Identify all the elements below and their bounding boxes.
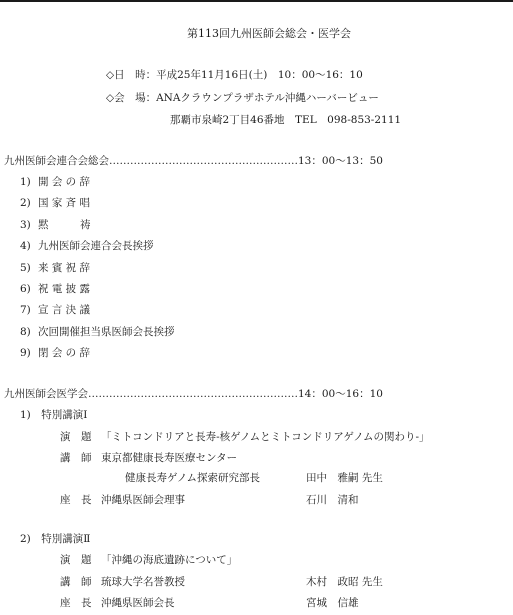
list-item: 5) 来 賓 祝 辞 bbox=[20, 262, 91, 274]
lecture2-speaker-name: 木村 政昭 先生 bbox=[306, 576, 383, 588]
venue-address: 那覇市泉崎2丁目46番地 TEL 098-853-2111 bbox=[170, 114, 402, 126]
list-item: 1) 開 会 の 辞 bbox=[20, 176, 91, 188]
lecture2-chair-org: 沖縄県医師会長 bbox=[101, 597, 175, 609]
lecture2-chair-label: 座 長 bbox=[60, 597, 92, 609]
lecture1-speaker-org2: 健康長寿ゲノム探索研究部長 bbox=[125, 472, 261, 484]
lecture2-chair-name: 宮城 信雄 bbox=[306, 597, 359, 609]
lecture1-speaker-org1: 東京都健康長寿医療センター bbox=[101, 452, 238, 464]
top-rule bbox=[0, 0, 513, 2]
medical-meeting-heading: 九州医師会医学会……………………………………………………14：00〜16：10 bbox=[4, 388, 383, 400]
venue-value: ANAクラウンプラザホテル沖縄ハーバービュー bbox=[156, 92, 379, 104]
venue-row bbox=[106, 91, 379, 105]
lecture1-topic: 「ミトコンドリアと長寿-核ゲノムとミトコンドリアゲノムの関わり-」 bbox=[101, 431, 430, 443]
date-label: ◇日 時： bbox=[106, 69, 157, 81]
list-item: 8) 次回開催担当県医師会長挨拶 bbox=[20, 326, 175, 338]
lecture2-topic-label: 演 題 bbox=[60, 554, 92, 566]
lecture1-chair-name: 石川 清和 bbox=[306, 494, 359, 506]
list-item: 9) 閉 会 の 辞 bbox=[20, 347, 91, 359]
lecture2-speaker-label: 講 師 bbox=[60, 576, 92, 588]
lecture1-label: 1) 特別講演Ⅰ bbox=[20, 409, 88, 421]
date-value: 平成25年11月16日(土) 10：00〜16：10 bbox=[156, 69, 363, 81]
list-item: 6) 祝 電 披 露 bbox=[20, 283, 91, 295]
lecture2-label: 2) 特別講演Ⅱ bbox=[20, 533, 91, 545]
general-meeting-heading: 九州医師会連合会総会………………………………………………13：00〜13：50 bbox=[4, 155, 383, 167]
lecture2-speaker-org: 琉球大学名誉教授 bbox=[101, 576, 185, 588]
lecture1-speaker-name: 田中 雅嗣 先生 bbox=[306, 472, 383, 484]
list-item: 4) 九州医師会連合会長挨拶 bbox=[20, 240, 154, 252]
lecture1-topic-label: 演 題 bbox=[60, 431, 92, 443]
venue-label: ◇会 場： bbox=[106, 92, 157, 104]
list-item: 7) 宣 言 決 議 bbox=[20, 304, 91, 316]
lecture1-chair-label: 座 長 bbox=[60, 494, 92, 506]
lecture2-topic: 「沖縄の海底遺跡について」 bbox=[101, 554, 238, 566]
lecture1-speaker-label: 講 師 bbox=[60, 452, 92, 464]
document-title: 第113回九州医師会総会・医学会 bbox=[187, 27, 351, 40]
list-item: 2) 国 家 斉 唱 bbox=[20, 197, 91, 209]
list-item: 3) 黙 祷 bbox=[20, 219, 91, 231]
date-row bbox=[106, 68, 363, 82]
lecture1-chair-org: 沖縄県医師会理事 bbox=[101, 494, 185, 506]
